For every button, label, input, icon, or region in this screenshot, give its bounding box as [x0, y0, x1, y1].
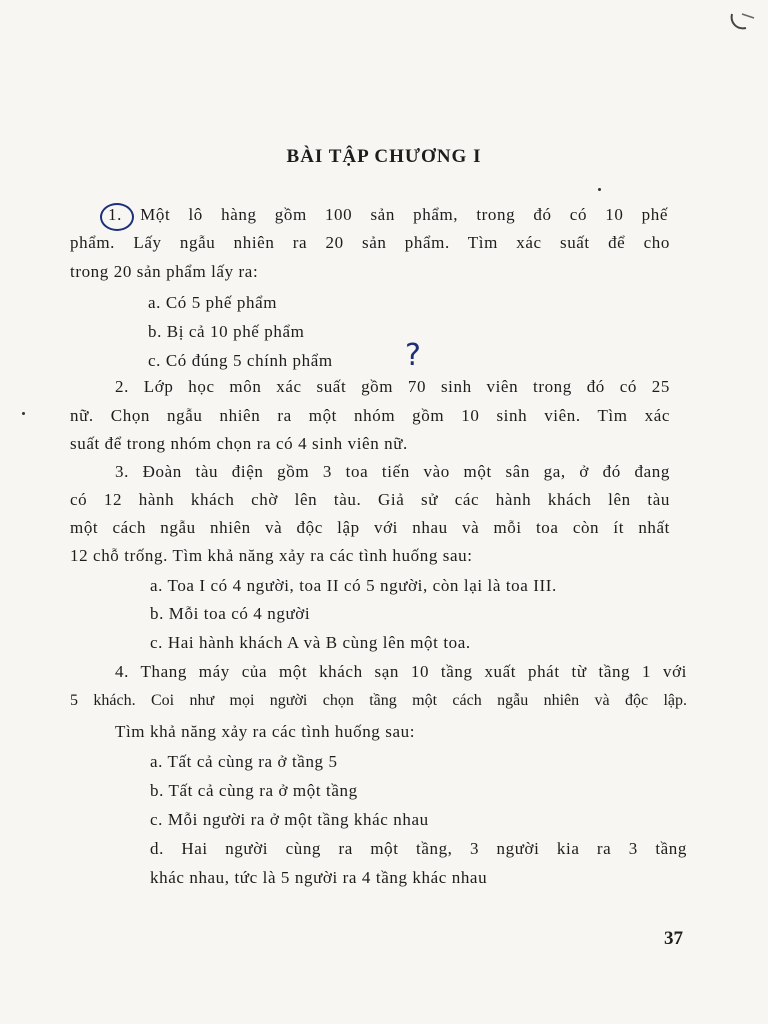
exercise-4-part-d-line-1: d. Hai người cùng ra một tầng, 3 người kia ra 3 tầng	[150, 839, 687, 858]
page-number: 37	[664, 928, 683, 949]
chapter-title: BÀI TẬP CHƯƠNG I	[286, 146, 482, 167]
exercise-2-line-1: 2. Lớp học môn xác suất gồm 70 sinh viên trong đó có 25	[115, 377, 670, 396]
exercise-3-line-4: 12 chỗ trống. Tìm khả năng xảy ra các tình huống sau:	[70, 546, 473, 565]
exercise-4-line-1: 4. Thang máy của một khách sạn 10 tầng xuất phát từ tầng 1 với	[115, 662, 687, 681]
corner-ink-mark-icon	[728, 8, 762, 34]
exercise-1-part-c: c. Có đúng 5 chính phẩm	[148, 351, 333, 370]
exercise-3-part-b: b. Mỗi toa có 4 người	[150, 604, 311, 623]
exercise-4-part-d-line-2: khác nhau, tức là 5 người ra 4 tầng khác nhau	[150, 868, 488, 887]
exercise-4-part-a: a. Tất cả cùng ra ở tầng 5	[150, 752, 338, 771]
exercise-2-line-3: suất để trong nhóm chọn ra có 4 sinh viên nữ.	[70, 434, 408, 453]
exercise-4-line-2: 5 khách. Coi như mọi người chọn tầng một cách ngẫu nhiên và độc lập.	[70, 692, 687, 709]
exercise-1-line-3: trong 20 sản phẩm lấy ra:	[70, 262, 259, 281]
stray-dot	[598, 188, 601, 191]
exercise-2-line-2: nữ. Chọn ngẫu nhiên ra một nhóm gồm 10 sinh viên. Tìm xác	[70, 406, 670, 425]
exercise-1-line-1: 1. Một lô hàng gồm 100 sản phẩm, trong đó có 10 phế	[108, 205, 668, 224]
exercise-1-line-2: phẩm. Lấy ngẫu nhiên ra 20 sản phẩm. Tìm xác suất để cho	[70, 233, 670, 252]
exercise-3-part-c: c. Hai hành khách A và B cùng lên một toa.	[150, 633, 471, 652]
exercise-4-line-3: Tìm khả năng xảy ra các tình huống sau:	[115, 722, 416, 741]
question-mark-annotation: ?	[405, 338, 421, 373]
exercise-1-part-b: b. Bị cả 10 phế phẩm	[148, 322, 305, 341]
exercise-4-part-b: b. Tất cả cùng ra ở một tầng	[150, 781, 358, 800]
exercise-3-line-3: một cách ngẫu nhiên và độc lập với nhau và mỗi toa còn ít nhất	[70, 518, 670, 537]
exercise-3-line-2: có 12 hành khách chờ lên tàu. Giả sử các hành khách lên tàu	[70, 490, 670, 509]
exercise-3-line-1: 3. Đoàn tàu điện gồm 3 toa tiến vào một sân ga, ở đó đang	[115, 462, 670, 481]
exercise-4-part-c: c. Mỗi người ra ở một tầng khác nhau	[150, 810, 429, 829]
exercise-1-part-a: a. Có 5 phế phẩm	[148, 293, 278, 312]
stray-dot	[22, 412, 25, 415]
exercise-3-part-a: a. Toa I có 4 người, toa II có 5 người, còn lại là toa III.	[150, 576, 557, 595]
